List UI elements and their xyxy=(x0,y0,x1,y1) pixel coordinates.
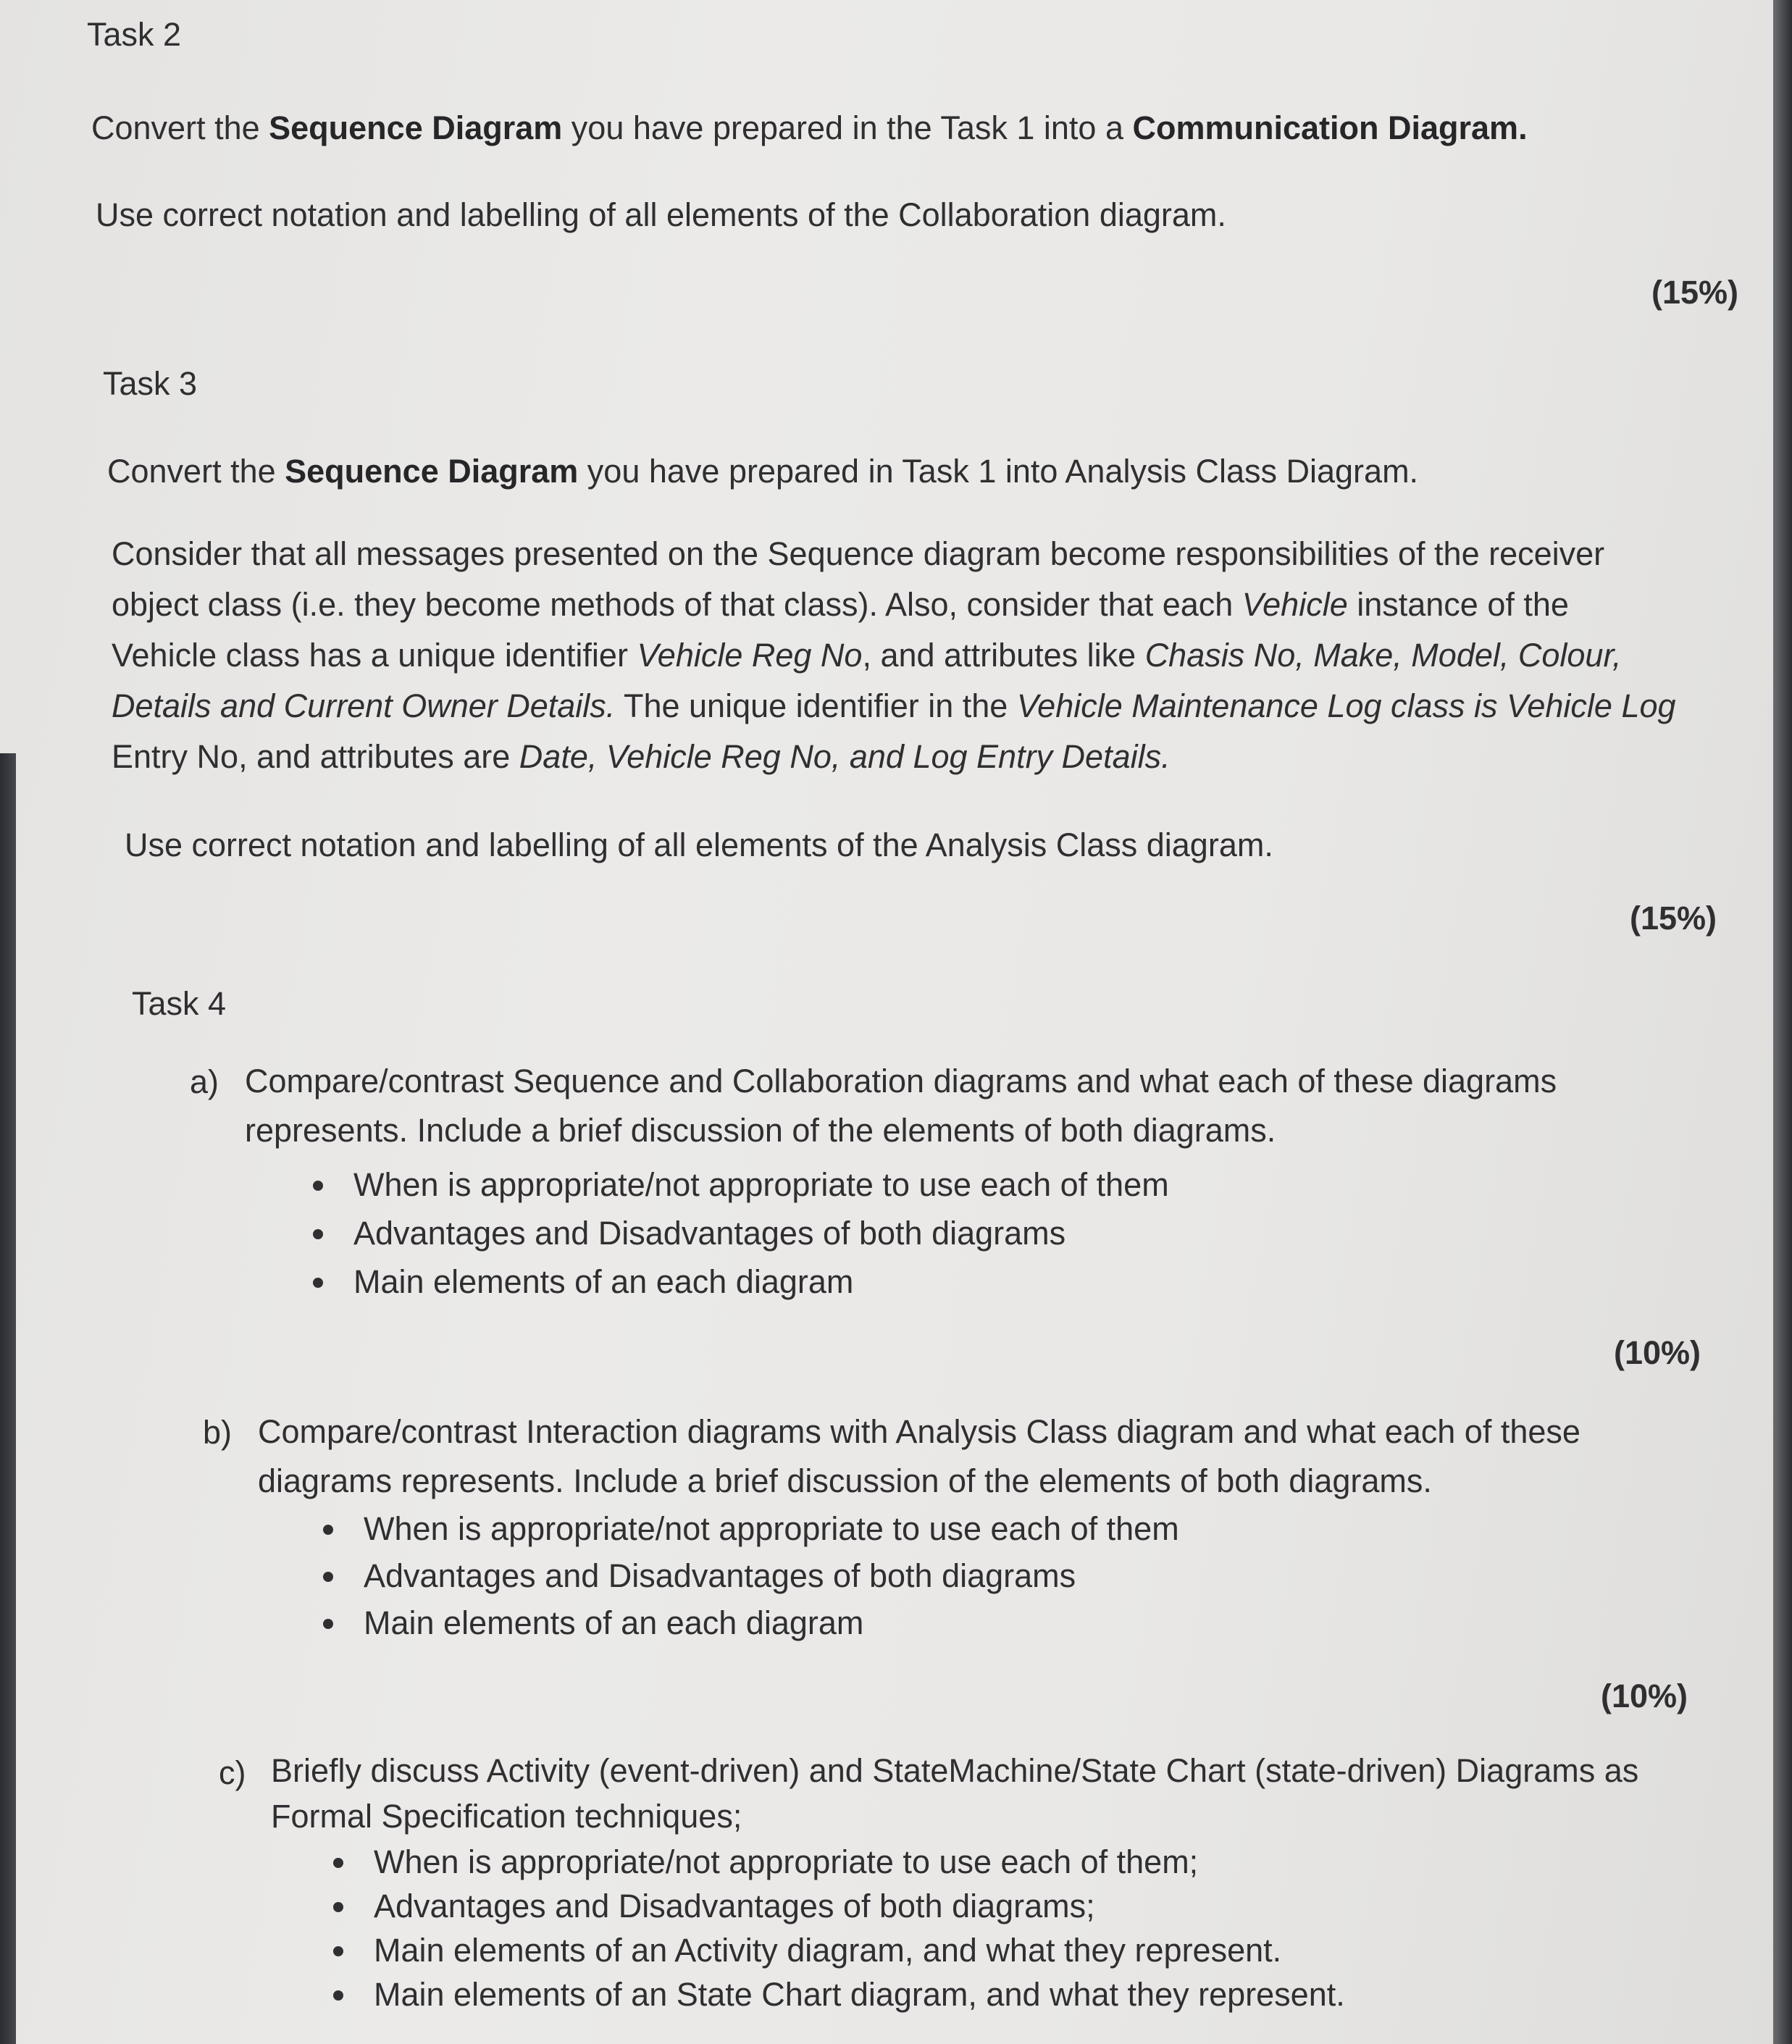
italic-term: Vehicle Reg No xyxy=(637,637,863,674)
item-a-mark: (10%) xyxy=(1614,1334,1701,1371)
paragraph-line xyxy=(112,681,1676,732)
task-3-heading: Task 3 xyxy=(103,365,198,402)
text-run: you have prepared in Task 1 into Analysis Class Diagram. xyxy=(578,453,1419,490)
list-item: Main elements of an each diagram xyxy=(309,1257,1169,1306)
item-a-label: a) xyxy=(190,1063,219,1100)
item-c-bullet-list xyxy=(329,1840,1345,2016)
paragraph-line: Compare/contrast Sequence and Collaboration diagrams and what each of these diagrams xyxy=(245,1063,1557,1100)
list-item: Advantages and Disadvantages of both diagrams xyxy=(319,1552,1179,1599)
task-3-mark: (15%) xyxy=(1630,900,1717,937)
task-3-notation-note: Use correct notation and labelling of all elements of the Analysis Class diagram. xyxy=(125,826,1273,863)
italic-term: Date, Vehicle Reg No, and Log Entry Details. xyxy=(519,738,1171,775)
text-run: , and attributes like xyxy=(862,637,1145,674)
bold-term: Sequence Diagram xyxy=(285,453,579,490)
paragraph-line xyxy=(112,579,1676,630)
list-item: Advantages and Disadvantages of both diagrams; xyxy=(329,1884,1345,1928)
italic-term: Vehicle Maintenance Log class is Vehicle Log xyxy=(1016,687,1676,724)
item-b-label: b) xyxy=(203,1414,233,1451)
list-item: Main elements of an Activity diagram, and what they represent. xyxy=(329,1928,1345,1972)
task-2-notation-note: Use correct notation and labelling of all elements of the Collaboration diagram. xyxy=(96,196,1226,233)
item-a-text xyxy=(245,1057,1557,1155)
italic-term: Vehicle xyxy=(1242,586,1348,623)
item-b-mark: (10%) xyxy=(1601,1677,1688,1714)
list-item: Main elements of an each diagram xyxy=(319,1599,1179,1646)
text-run: instance of the xyxy=(1347,586,1569,623)
paragraph-line: Compare/contrast Interaction diagrams with Analysis Class diagram and what each of these xyxy=(258,1413,1580,1450)
list-item: When is appropriate/not appropriate to use each of them xyxy=(309,1160,1169,1209)
list-item: Main elements of an State Chart diagram, and what they represent. xyxy=(329,1972,1345,2016)
paragraph-line: diagrams represents. Include a brief discussion of the elements of both diagrams. xyxy=(258,1462,1432,1499)
task-3-instruction xyxy=(107,446,1418,497)
text-run: object class (i.e. they become methods of that class). Also, consider that each xyxy=(112,586,1242,623)
text-run: Vehicle class has a unique identifier xyxy=(112,637,637,674)
task-2-heading: Task 2 xyxy=(87,16,182,53)
text-run: Entry No xyxy=(112,738,239,775)
list-item: Advantages and Disadvantages of both diagrams xyxy=(309,1209,1169,1257)
italic-term: Chasis No, Make, Model, Colour, xyxy=(1144,637,1622,674)
text-run: Convert the xyxy=(91,109,269,146)
paragraph-line xyxy=(112,630,1676,681)
paragraph-line: Consider that all messages presented on the Sequence diagram become responsibilities of the receiver xyxy=(112,535,1605,572)
paragraph-line: Briefly discuss Activity (event-driven) and StateMachine/State Chart (state-driven) Diagrams as xyxy=(271,1752,1639,1789)
paragraph-line: Formal Specification techniques; xyxy=(271,1798,742,1835)
item-c-label: c) xyxy=(219,1754,246,1791)
item-b-bullet-list xyxy=(319,1505,1179,1646)
paragraph-line: represents. Include a brief discussion of the elements of both diagrams. xyxy=(245,1112,1276,1149)
italic-term: Details and Current Owner Details. xyxy=(112,687,616,724)
task-4-heading: Task 4 xyxy=(132,985,227,1022)
text-run: Convert the xyxy=(107,453,285,490)
list-item: When is appropriate/not appropriate to use each of them; xyxy=(329,1840,1345,1884)
monitor-bezel-right xyxy=(1773,0,1792,2044)
task-2-instruction xyxy=(91,103,1528,154)
text-run: , and attributes are xyxy=(238,738,519,775)
monitor-bezel-left xyxy=(0,753,16,2044)
task-3-description xyxy=(112,529,1676,782)
text-run: The unique identifier in the xyxy=(615,687,1017,724)
item-a-bullet-list xyxy=(309,1160,1169,1306)
paragraph-line xyxy=(112,732,1676,782)
bold-term: Communication Diagram. xyxy=(1132,109,1528,146)
text-run: you have prepared in the Task 1 into a xyxy=(562,109,1133,146)
bold-term: Sequence Diagram xyxy=(269,109,563,146)
item-b-text xyxy=(258,1407,1580,1506)
item-c-text xyxy=(271,1748,1638,1839)
list-item: When is appropriate/not appropriate to use each of them xyxy=(319,1505,1179,1552)
task-2-mark: (15%) xyxy=(1651,274,1739,311)
